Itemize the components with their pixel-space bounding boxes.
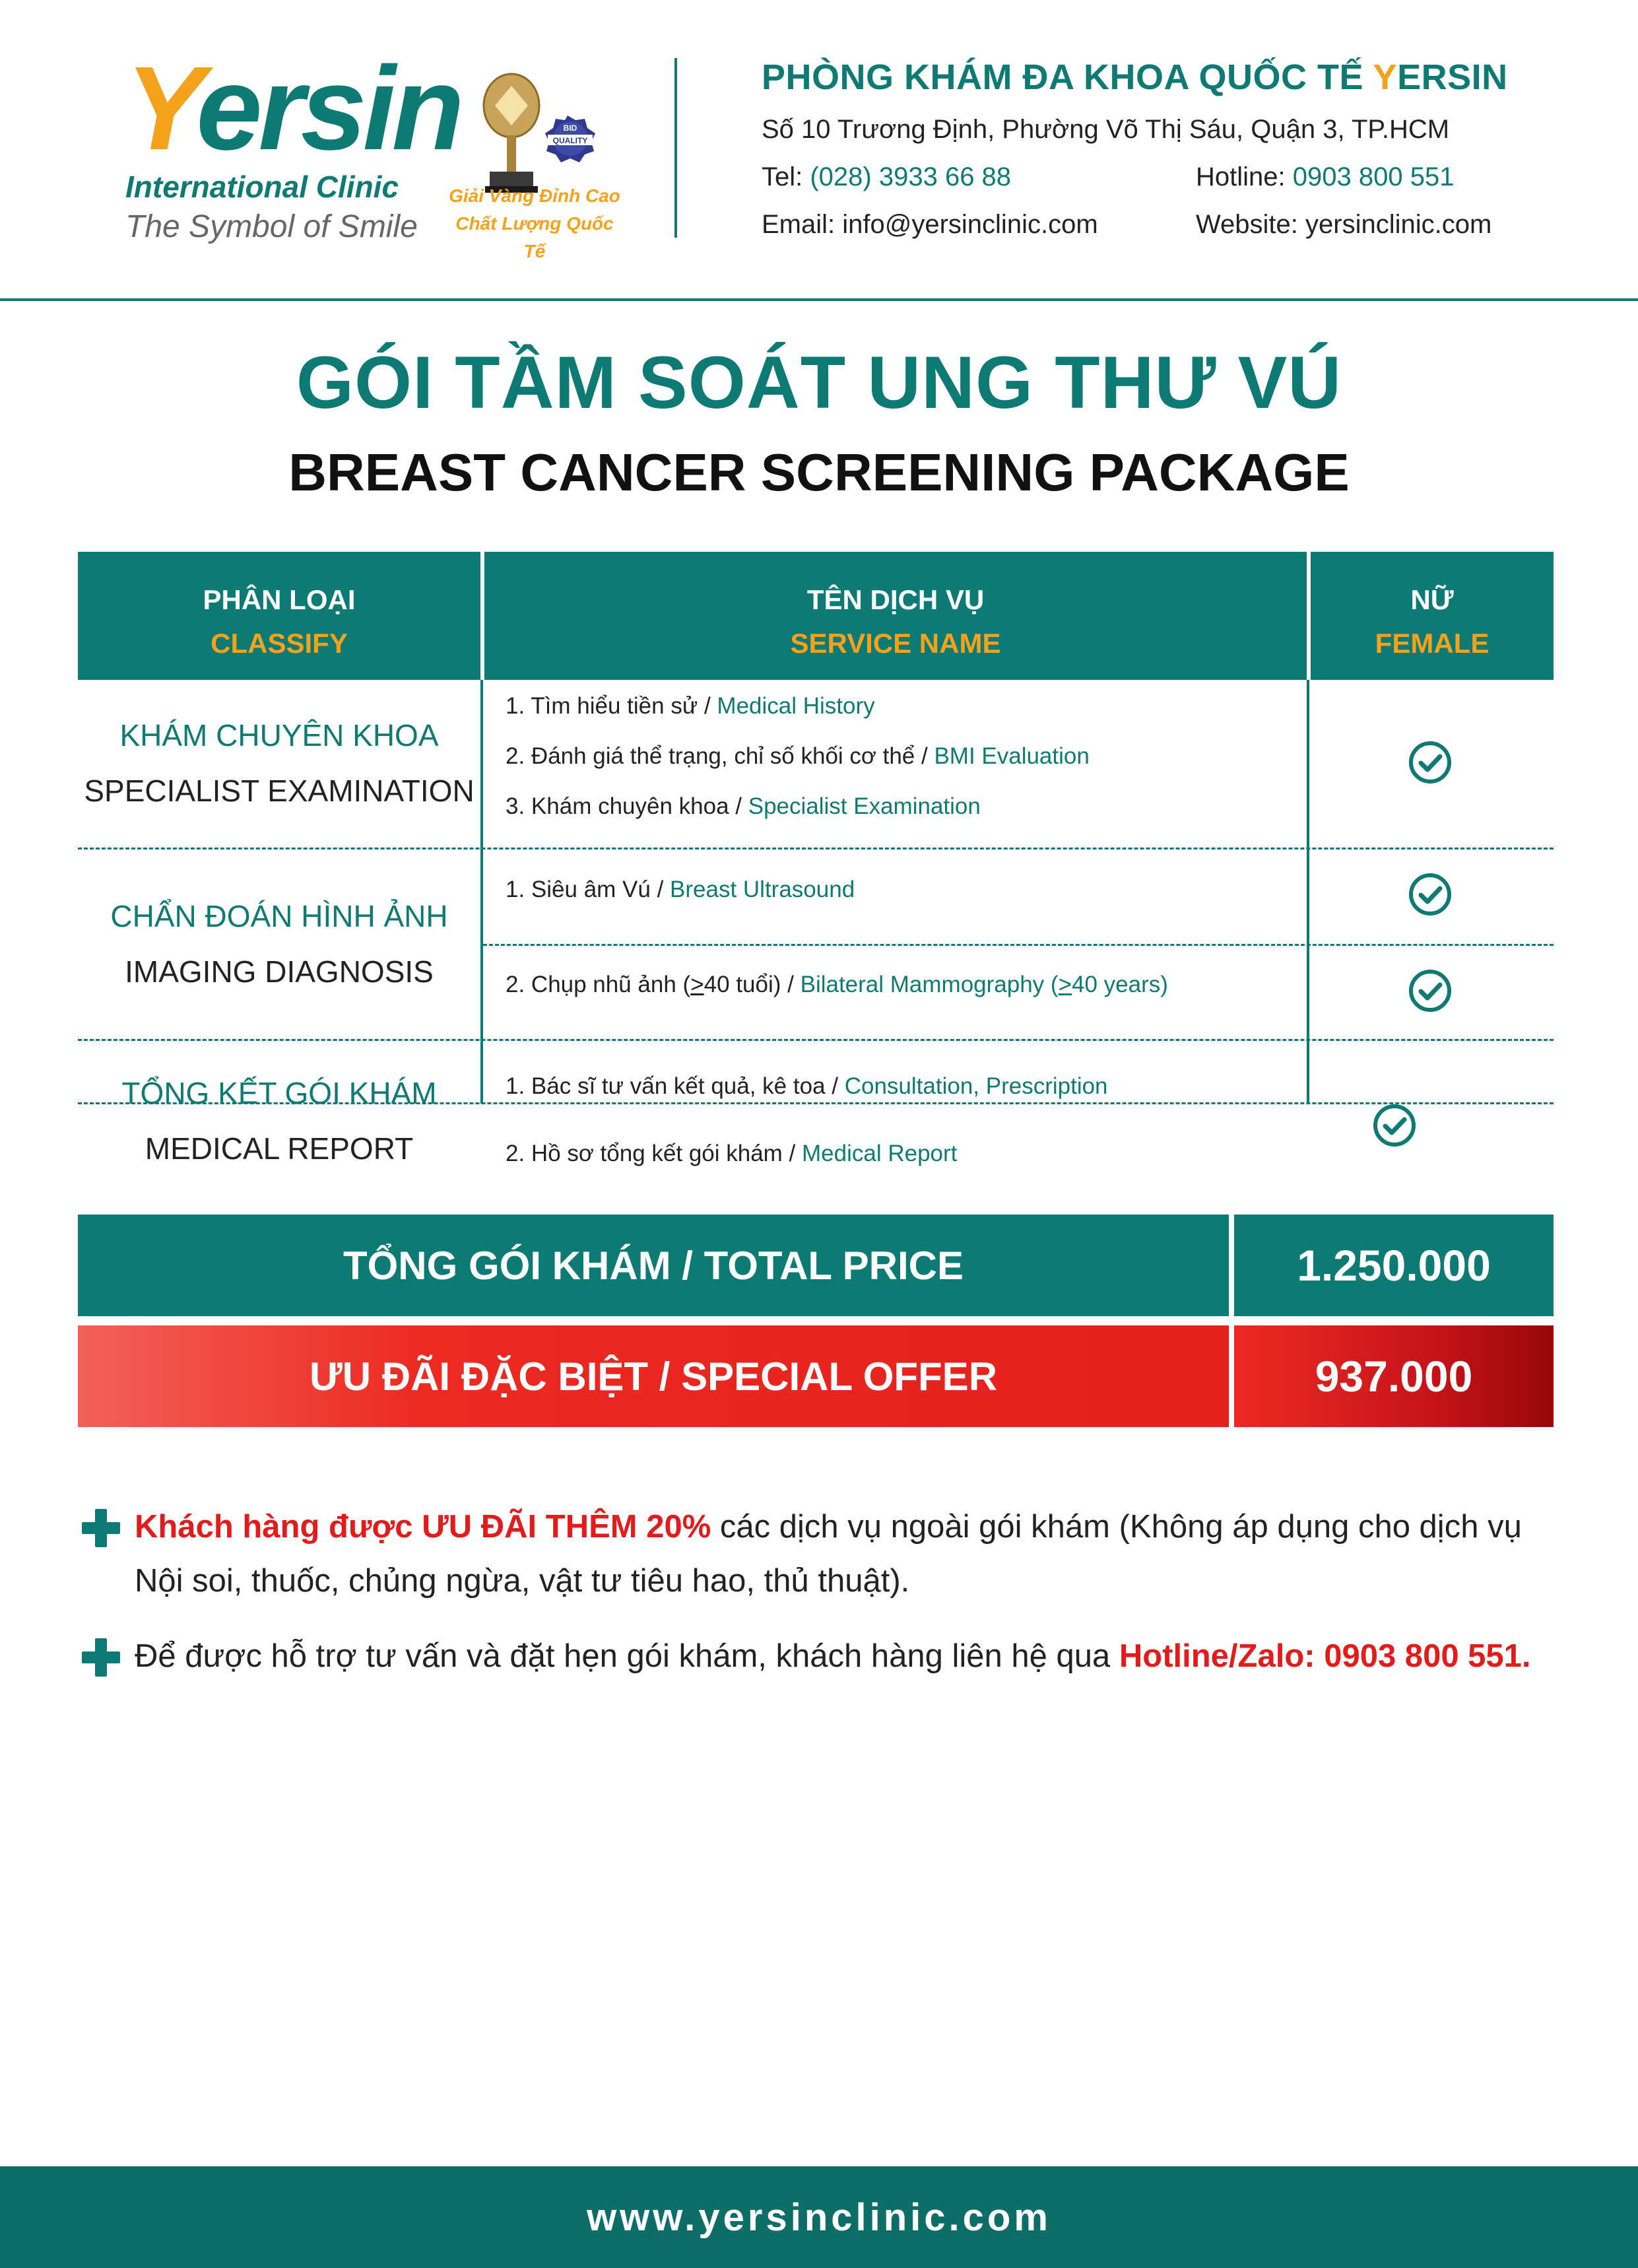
note-discount-highlight: Khách hàng được ƯU ĐÃI THÊM 20% — [135, 1509, 711, 1545]
header-service-vi: TÊN DỊCH VỤ — [806, 584, 985, 615]
email-value[interactable]: info@yersinclinic.com — [842, 210, 1098, 239]
service-item — [506, 693, 875, 719]
website-line — [1196, 210, 1491, 240]
email-line — [762, 210, 1098, 240]
header-divider — [674, 58, 677, 238]
special-offer-label-cell — [78, 1325, 1229, 1427]
clinic-name-rest: ERSIN — [1397, 57, 1508, 97]
service-item — [506, 793, 981, 820]
header-service — [484, 552, 1307, 680]
service-en: BMI Evaluation — [934, 743, 1090, 769]
service-item — [506, 877, 855, 903]
note-contact — [135, 1629, 1560, 1683]
header-rule — [0, 298, 1638, 301]
category-imaging — [78, 888, 480, 999]
award-caption-line2: Chất Lượng Quốc Tế — [455, 213, 614, 261]
service-en: Consultation, Prescription — [844, 1073, 1108, 1099]
row-separator — [78, 848, 1554, 850]
service-item — [506, 1073, 1108, 1100]
category-specialist — [78, 708, 480, 818]
service-vi: 1. Siêu âm Vú / — [506, 877, 671, 902]
quality-badge-icon — [545, 116, 595, 162]
service-en: Medical Report — [802, 1141, 958, 1166]
logo-tagline: The Symbol of Smile — [125, 209, 418, 244]
hotline-label: Hotline: — [1196, 162, 1293, 191]
row-separator — [483, 944, 1554, 946]
clinic-logo — [125, 42, 461, 245]
award-caption — [449, 182, 620, 265]
plus-icon — [81, 1637, 121, 1678]
footer-bar — [0, 2166, 1638, 2268]
check-circle-icon — [1407, 739, 1453, 785]
header-female-vi: NỮ — [1410, 584, 1454, 615]
category-specialist-vi: KHÁM CHUYÊN KHOA — [119, 718, 439, 752]
category-imaging-vi: CHẨN ĐOÁN HÌNH ẢNH — [110, 899, 448, 933]
website-label: Website: — [1196, 210, 1305, 239]
logo-letters: ersin — [196, 42, 461, 175]
special-offer-cell — [1234, 1325, 1554, 1427]
total-price-cell — [1234, 1215, 1554, 1316]
badge-bid-text: BID — [563, 123, 577, 133]
total-price-label: TỔNG GÓI KHÁM / TOTAL PRICE — [343, 1243, 964, 1288]
note-contact-text: Để được hỗ trợ tư vấn và đặt hẹn gói khám, khách hàng liên hệ qua — [135, 1638, 1119, 1674]
service-en: Medical History — [717, 693, 875, 719]
footer-website-link[interactable]: www.yersinclinic.com — [587, 2195, 1051, 2239]
tel-label: Tel: — [762, 162, 810, 191]
clinic-name — [762, 57, 1508, 98]
clinic-name-prefix: PHÒNG KHÁM ĐA KHOA QUỐC TẾ — [762, 57, 1373, 97]
note-discount — [135, 1500, 1560, 1608]
header-classify-vi: PHÂN LOẠI — [203, 584, 356, 615]
clinic-name-y: Y — [1373, 57, 1398, 97]
category-specialist-en: SPECIALIST EXAMINATION — [84, 774, 475, 808]
service-en-symbol: > — [1058, 972, 1072, 997]
tel-line — [762, 162, 1011, 192]
clinic-address: Số 10 Trương Định, Phường Võ Thị Sáu, Quận 3, TP.HCM — [762, 115, 1450, 144]
check-circle-icon — [1407, 968, 1453, 1014]
special-offer-value: 937.000 — [1315, 1352, 1473, 1401]
award-caption-line1: Giải Vàng Đỉnh Cao — [449, 185, 620, 206]
header-female-en: FEMALE — [1375, 628, 1490, 659]
service-en: Bilateral Mammography ( — [800, 972, 1059, 997]
email-label: Email: — [762, 210, 843, 239]
logo-wordmark — [125, 42, 461, 175]
note-contact-hotline[interactable]: Hotline/Zalo: 0903 800 551. — [1119, 1638, 1531, 1674]
hotline-value[interactable]: 0903 800 551 — [1292, 162, 1455, 191]
header-service-en: SERVICE NAME — [790, 628, 1001, 659]
category-imaging-en: IMAGING DIAGNOSIS — [125, 954, 434, 989]
logo-subtitle: International Clinic — [125, 170, 399, 204]
logo-letter-y: Y — [125, 42, 197, 175]
page-title: GÓI TẦM SOÁT UNG THƯ VÚ — [296, 341, 1342, 424]
service-vi: 2. Đánh giá thể trạng, chỉ số khối cơ thể / — [506, 743, 934, 769]
category-report-en: MEDICAL REPORT — [145, 1131, 414, 1166]
category-report — [78, 1065, 480, 1176]
service-item — [506, 1141, 957, 1167]
total-price-value: 1.250.000 — [1297, 1241, 1491, 1290]
service-vi: 3. Khám chuyên khoa / — [506, 793, 748, 819]
row-separator — [78, 1039, 1554, 1041]
header-female — [1311, 552, 1554, 680]
check-circle-icon — [1407, 871, 1453, 917]
service-en: Breast Ultrasound — [670, 877, 855, 902]
tel-value[interactable]: (028) 3933 66 88 — [810, 162, 1012, 191]
note-discount-text: các dịch vụ ngoài gói khám (Không áp dụng cho dịch vụ Nội soi, thuốc, chủng ngừa, vật tư tiêu hao, thủ thuật). — [135, 1509, 1522, 1599]
header-classify-en: CLASSIFY — [211, 628, 348, 659]
website-value[interactable]: yersinclinic.com — [1305, 210, 1492, 239]
total-price-label-cell — [78, 1215, 1229, 1316]
service-vi: 40 tuổi) / — [704, 972, 801, 997]
check-circle-icon — [1371, 1102, 1418, 1149]
badge-quality-text: QUALITY — [552, 136, 588, 145]
service-vi: 1. Bác sĩ tư vấn kết quả, kê toa / — [506, 1073, 845, 1099]
service-vi-symbol: > — [690, 972, 704, 997]
header-classify — [78, 552, 480, 680]
service-vi: 2. Chụp nhũ ảnh ( — [506, 972, 691, 997]
page-subtitle: BREAST CANCER SCREENING PACKAGE — [288, 443, 1350, 502]
service-item — [506, 743, 1090, 770]
service-en: 40 years) — [1072, 972, 1168, 997]
category-report-vi: TỔNG KẾT GÓI KHÁM — [121, 1076, 437, 1110]
service-vi: 2. Hồ sơ tổng kết gói khám / — [506, 1141, 803, 1166]
hotline-line — [1196, 162, 1454, 192]
service-vi: 1. Tìm hiểu tiền sử / — [506, 693, 717, 719]
service-item — [506, 972, 1168, 998]
plus-icon — [81, 1508, 121, 1549]
special-offer-label: ƯU ĐÃI ĐẶC BIỆT / SPECIAL OFFER — [309, 1354, 998, 1399]
service-en: Specialist Examination — [748, 793, 981, 819]
